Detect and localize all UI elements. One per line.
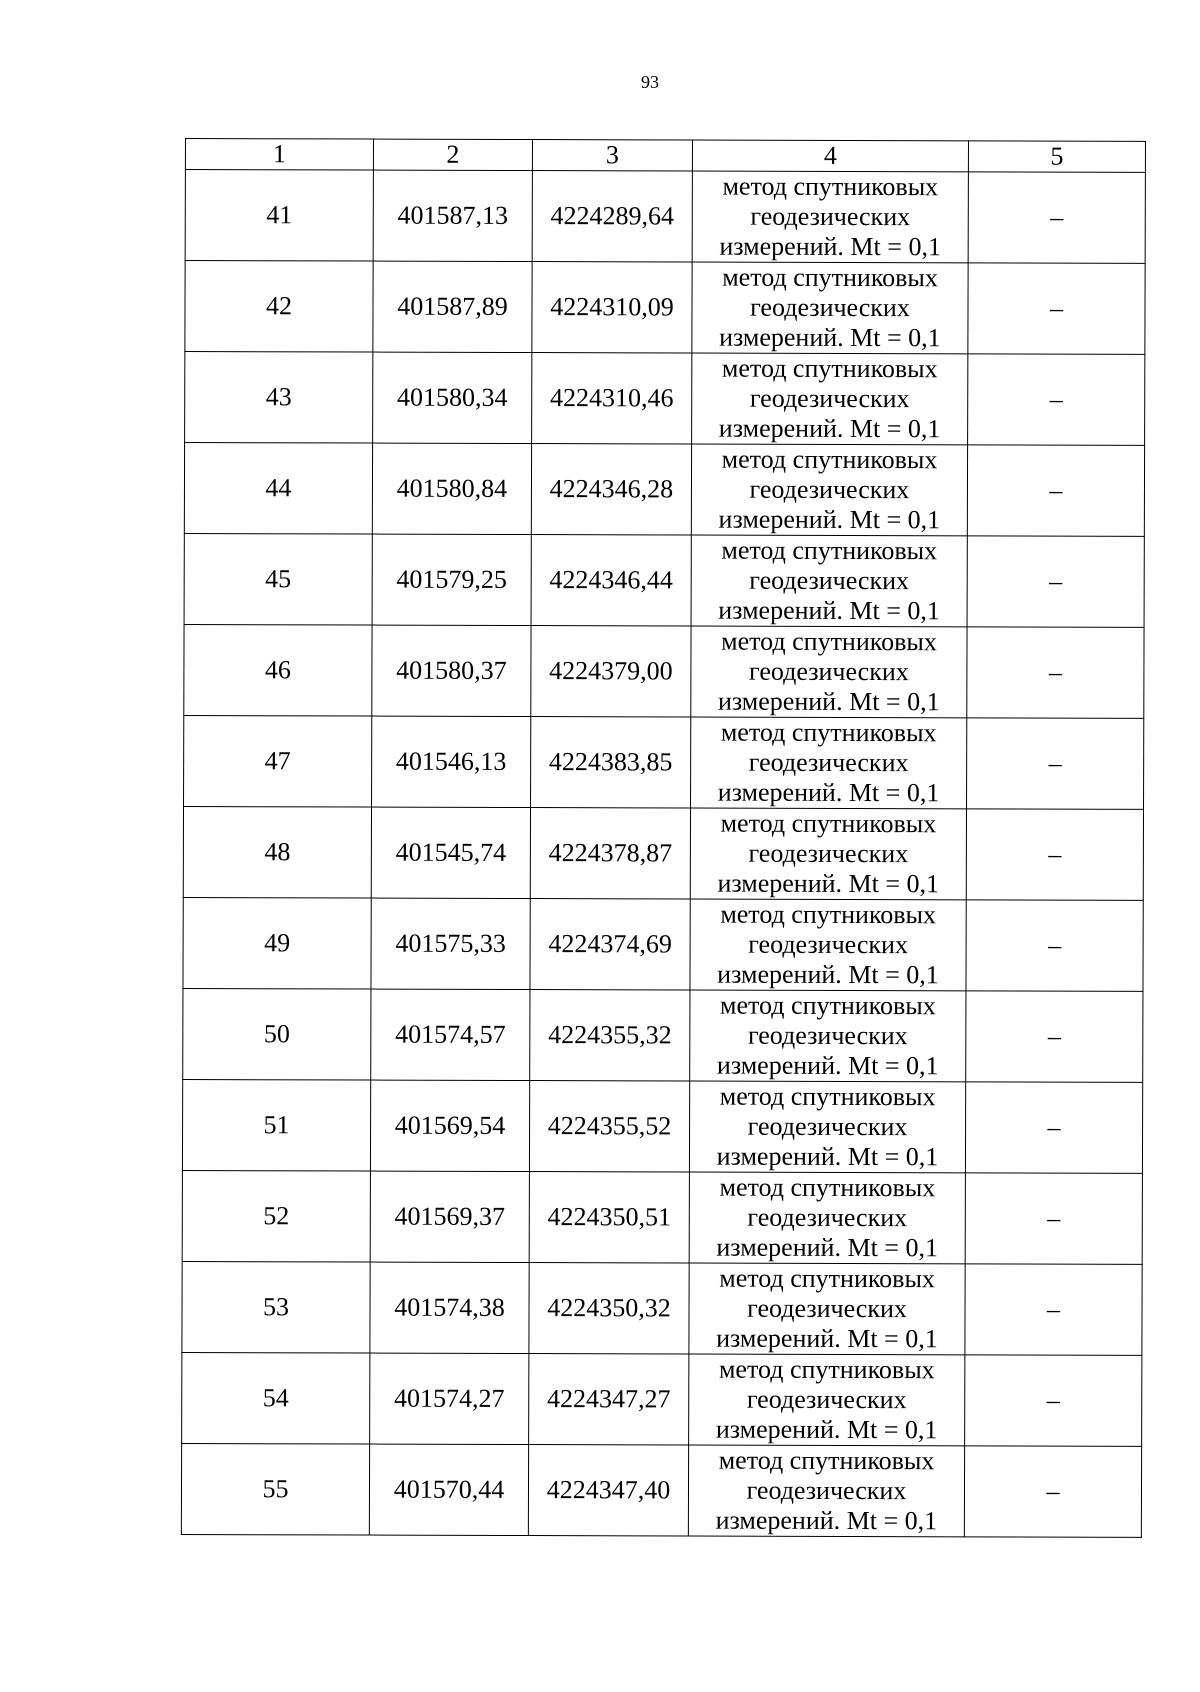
table-row bbox=[184, 533, 1144, 627]
x-coordinate-cell: 401587,13 bbox=[373, 170, 532, 261]
x-coordinate-cell: 401580,34 bbox=[373, 352, 532, 443]
column-header-1: 1 bbox=[185, 139, 373, 171]
method-line-3: измерений. Mt = 0,1 bbox=[718, 595, 940, 626]
method-line-1: метод спутниковых bbox=[720, 990, 936, 1021]
point-number-cell: 49 bbox=[183, 897, 371, 989]
method-line-1: метод спутниковых bbox=[722, 171, 939, 202]
y-coordinate-cell: 4224374,69 bbox=[530, 899, 690, 990]
point-number-cell: 50 bbox=[183, 988, 371, 1080]
method-line-3: измерений. Mt = 0,1 bbox=[717, 777, 940, 808]
point-number-cell: 43 bbox=[185, 352, 373, 444]
method-line-3: измерений. Mt = 0,1 bbox=[716, 1050, 939, 1081]
method-line-1: метод спутниковых bbox=[721, 535, 938, 566]
x-coordinate-cell: 401574,57 bbox=[371, 989, 530, 1080]
point-number-cell: 42 bbox=[185, 261, 373, 353]
column-header-4: 4 bbox=[692, 140, 968, 172]
method-line-2: геодезических bbox=[749, 656, 909, 687]
table-row bbox=[185, 170, 1145, 264]
x-coordinate-cell: 401574,38 bbox=[370, 1262, 529, 1353]
table-row bbox=[182, 1352, 1142, 1446]
method-line-2: геодезических bbox=[750, 201, 911, 232]
method-line-3: измерений. Mt = 0,1 bbox=[719, 322, 941, 353]
method-line-3: измерений. Mt = 0,1 bbox=[718, 504, 941, 535]
x-coordinate-cell: 401570,44 bbox=[369, 1444, 528, 1535]
method-line-1: метод спутниковых bbox=[720, 717, 937, 748]
method-line-3: измерений. Mt = 0,1 bbox=[715, 1505, 938, 1536]
table-row bbox=[183, 806, 1143, 900]
method-line-1: метод спутниковых bbox=[719, 1081, 936, 1112]
column-header-5: 5 bbox=[968, 141, 1145, 173]
point-number-cell: 54 bbox=[182, 1352, 370, 1444]
y-coordinate-cell: 4224310,46 bbox=[532, 353, 692, 444]
column-5-cell: – bbox=[965, 1173, 1142, 1265]
table-row bbox=[185, 261, 1145, 355]
coordinates-table bbox=[181, 138, 1146, 1538]
method-line-3: измерений. Mt = 0,1 bbox=[715, 1414, 938, 1445]
method-line-2: геодезических bbox=[748, 929, 909, 960]
column-5-cell: – bbox=[964, 1446, 1141, 1538]
table-row bbox=[182, 1261, 1142, 1355]
table-header-row bbox=[185, 139, 1145, 173]
method-cell bbox=[690, 808, 966, 900]
table-row bbox=[184, 624, 1144, 718]
y-coordinate-cell: 4224347,27 bbox=[529, 1354, 689, 1445]
method-line-2: геодезических bbox=[748, 747, 909, 778]
method-line-2: геодезических bbox=[747, 1202, 908, 1233]
x-coordinate-cell: 401574,27 bbox=[370, 1353, 529, 1444]
table-row bbox=[182, 1170, 1142, 1264]
y-coordinate-cell: 4224310,09 bbox=[532, 262, 692, 353]
column-header-3: 3 bbox=[532, 140, 692, 171]
table-row bbox=[182, 1079, 1142, 1173]
point-number-cell: 47 bbox=[184, 715, 372, 807]
table-row bbox=[184, 443, 1144, 537]
method-line-1: метод спутниковых bbox=[720, 808, 937, 839]
method-line-3: измерений. Mt = 0,1 bbox=[716, 1141, 939, 1172]
table-row bbox=[183, 897, 1143, 991]
y-coordinate-cell: 4224350,32 bbox=[529, 1263, 689, 1354]
point-number-cell: 41 bbox=[185, 170, 373, 262]
method-line-2: геодезических bbox=[749, 383, 910, 414]
column-5-cell: – bbox=[966, 809, 1143, 901]
point-number-cell: 48 bbox=[183, 806, 371, 898]
x-coordinate-cell: 401569,37 bbox=[370, 1171, 529, 1262]
method-cell bbox=[690, 990, 966, 1082]
column-5-cell: – bbox=[968, 263, 1145, 355]
column-5-cell: – bbox=[968, 172, 1145, 264]
x-coordinate-cell: 401580,84 bbox=[372, 443, 531, 534]
method-cell bbox=[688, 1445, 964, 1537]
method-line-1: метод спутниковых bbox=[720, 899, 937, 930]
method-line-3: измерений. Mt = 0,1 bbox=[719, 231, 942, 262]
method-cell bbox=[691, 626, 967, 718]
y-coordinate-cell: 4224347,40 bbox=[528, 1445, 688, 1536]
method-line-2: геодезических bbox=[746, 1475, 907, 1506]
point-number-cell: 44 bbox=[184, 443, 372, 535]
method-cell bbox=[691, 535, 967, 627]
method-line-1: метод спутниковых bbox=[719, 1172, 936, 1203]
method-line-1: метод спутниковых bbox=[718, 1354, 935, 1385]
method-cell bbox=[689, 1172, 965, 1264]
method-cell bbox=[689, 1081, 965, 1173]
x-coordinate-cell: 401579,25 bbox=[372, 534, 531, 625]
method-line-1: метод спутниковых bbox=[722, 262, 938, 293]
method-line-2: геодезических bbox=[749, 474, 910, 505]
method-line-1: метод спутниковых bbox=[721, 353, 938, 384]
column-5-cell: – bbox=[967, 718, 1144, 810]
column-5-cell: – bbox=[966, 991, 1143, 1083]
method-line-2: геодезических bbox=[748, 838, 909, 869]
point-number-cell: 52 bbox=[182, 1170, 370, 1262]
method-cell bbox=[689, 1263, 965, 1355]
column-5-cell: – bbox=[966, 900, 1143, 992]
method-cell bbox=[689, 1354, 965, 1446]
y-coordinate-cell: 4224383,85 bbox=[531, 717, 691, 808]
x-coordinate-cell: 401587,89 bbox=[373, 261, 532, 352]
method-line-3: измерений. Mt = 0,1 bbox=[716, 1323, 938, 1354]
table-body bbox=[181, 170, 1145, 1538]
method-line-2: геодезических bbox=[747, 1020, 908, 1051]
method-line-3: измерений. Mt = 0,1 bbox=[717, 686, 940, 717]
x-coordinate-cell: 401569,54 bbox=[370, 1080, 529, 1171]
point-number-cell: 51 bbox=[182, 1079, 370, 1171]
method-line-3: измерений. Mt = 0,1 bbox=[717, 959, 939, 990]
method-line-1: метод спутниковых bbox=[718, 1445, 935, 1476]
table-row bbox=[181, 1443, 1141, 1537]
method-cell bbox=[692, 353, 968, 445]
column-5-cell: – bbox=[967, 627, 1144, 719]
x-coordinate-cell: 401580,37 bbox=[372, 625, 531, 716]
column-5-cell: – bbox=[965, 1082, 1142, 1174]
method-cell bbox=[691, 444, 967, 536]
method-line-2: геодезических bbox=[749, 565, 910, 596]
y-coordinate-cell: 4224346,44 bbox=[531, 535, 691, 626]
table-row bbox=[185, 352, 1145, 446]
method-line-2: геодезических bbox=[750, 292, 910, 323]
method-line-1: метод спутниковых bbox=[721, 444, 938, 475]
point-number-cell: 45 bbox=[184, 533, 372, 625]
method-cell bbox=[692, 262, 968, 354]
x-coordinate-cell: 401545,74 bbox=[371, 807, 530, 898]
method-cell bbox=[692, 171, 968, 263]
page-number: 93 bbox=[641, 72, 659, 92]
method-line-1: метод спутниковых bbox=[719, 1263, 936, 1294]
method-line-1: метод спутниковых bbox=[721, 626, 937, 657]
y-coordinate-cell: 4224378,87 bbox=[530, 808, 690, 899]
y-coordinate-cell: 4224379,00 bbox=[531, 626, 691, 717]
table-row bbox=[183, 988, 1143, 1082]
method-line-3: измерений. Mt = 0,1 bbox=[717, 868, 940, 899]
method-line-2: геодезических bbox=[747, 1293, 907, 1324]
y-coordinate-cell: 4224355,32 bbox=[530, 990, 690, 1081]
method-cell bbox=[690, 899, 966, 991]
x-coordinate-cell: 401546,13 bbox=[372, 716, 531, 807]
column-5-cell: – bbox=[965, 1264, 1142, 1356]
column-5-cell: – bbox=[967, 445, 1144, 537]
column-5-cell: – bbox=[967, 536, 1144, 628]
table-row bbox=[184, 715, 1144, 809]
method-line-3: измерений. Mt = 0,1 bbox=[716, 1232, 939, 1263]
column-5-cell: – bbox=[965, 1355, 1142, 1447]
method-line-3: измерений. Mt = 0,1 bbox=[718, 413, 941, 444]
x-coordinate-cell: 401575,33 bbox=[371, 898, 530, 989]
method-line-2: геодезических bbox=[746, 1384, 907, 1415]
method-line-2: геодезических bbox=[747, 1111, 908, 1142]
point-number-cell: 55 bbox=[181, 1443, 369, 1535]
y-coordinate-cell: 4224346,28 bbox=[531, 444, 691, 535]
y-coordinate-cell: 4224350,51 bbox=[529, 1172, 689, 1263]
method-cell bbox=[691, 717, 967, 809]
y-coordinate-cell: 4224289,64 bbox=[532, 171, 692, 262]
column-header-2: 2 bbox=[373, 139, 532, 170]
point-number-cell: 53 bbox=[182, 1261, 370, 1353]
y-coordinate-cell: 4224355,52 bbox=[529, 1081, 689, 1172]
column-5-cell: – bbox=[968, 354, 1145, 446]
point-number-cell: 46 bbox=[184, 624, 372, 716]
